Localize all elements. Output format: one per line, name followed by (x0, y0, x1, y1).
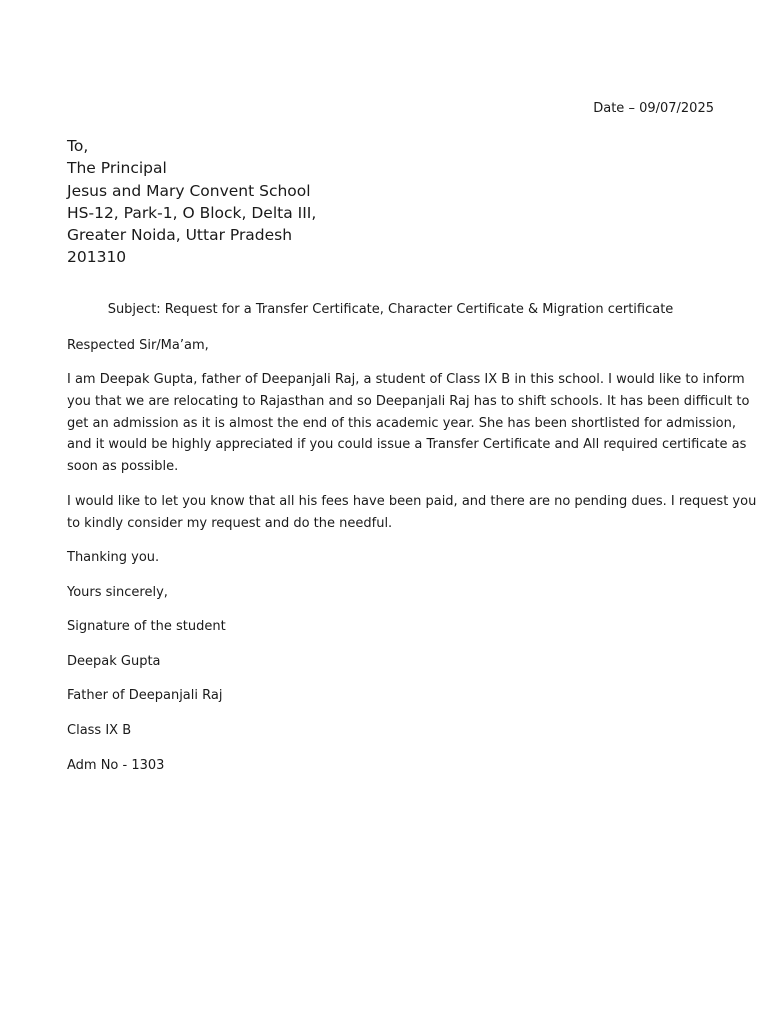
letter-date: Date – 09/07/2025 (593, 101, 714, 116)
letter-salutation: Respected Sir/Ma’am, (67, 338, 209, 353)
paragraph-line: soon as possible. (67, 459, 179, 475)
paragraph-line: to kindly consider my request and do the needful. (67, 515, 393, 531)
paragraph-line: get an admission as it is almost the end of this academic year. She has been shortlisted for admission, (67, 415, 737, 431)
recipient-address (67, 135, 316, 269)
address-line: 201310 (67, 248, 127, 267)
address-line: To, (67, 137, 89, 155)
signature-label: Signature of the student (67, 619, 226, 634)
sign-off: Yours sincerely, (67, 585, 168, 600)
address-line: HS-12, Park-1, O Block, Delta III, (67, 203, 317, 222)
paragraph-line: you that we are relocating to Rajasthan and so Deepanjali Raj has to shift schools. It has been difficult to (67, 393, 750, 409)
paragraph-line: I am Deepak Gupta, father of Deepanjali Raj, a student of Class IX B in this school. I would like to inform (67, 372, 745, 387)
address-line: The Principal (67, 159, 167, 178)
sender-name: Deepak Gupta (67, 654, 161, 669)
paragraph-line: and it would be highly appreciated if you could issue a Transfer Certificate and All required certificate as (67, 437, 747, 453)
class-info: Class IX B (67, 723, 132, 738)
letter-subject: Subject: Request for a Transfer Certificate, Character Certificate & Migration certificate (107, 302, 674, 317)
sender-relation: Father of Deepanjali Raj (67, 688, 223, 703)
address-line: Jesus and Mary Convent School (67, 181, 311, 200)
body-paragraph-2 (67, 491, 757, 535)
body-paragraph-1 (67, 369, 750, 478)
admission-number: Adm No - 1303 (67, 758, 165, 773)
thanks-line: Thanking you. (67, 550, 160, 565)
address-line: Greater Noida, Uttar Pradesh (67, 226, 293, 245)
paragraph-line: I would like to let you know that all his fees have been paid, and there are no pending dues. I request you (67, 494, 757, 509)
